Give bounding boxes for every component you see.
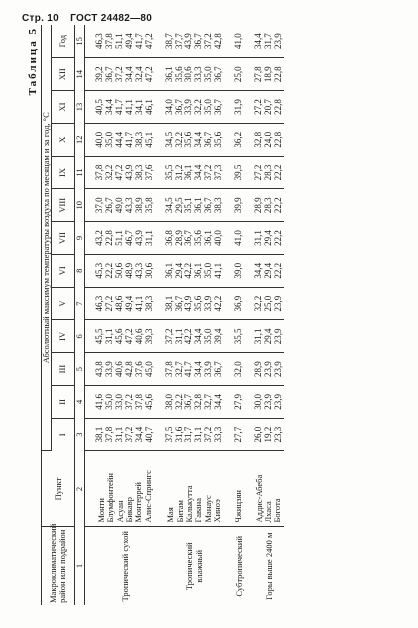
header-point: Пункт bbox=[42, 451, 75, 527]
point-cell: Чжицзян bbox=[234, 451, 244, 527]
value-cell: 27,2 28,3 22,2 bbox=[254, 156, 284, 189]
value-cell: 27,7 bbox=[234, 418, 244, 451]
column-number: 5 bbox=[74, 353, 84, 386]
value-cell: 39,9 bbox=[234, 189, 244, 222]
value-cell: 28,9 28,3 22,2 bbox=[254, 189, 284, 222]
value-cell: 45,5 31,1 45,6 47,2 40,6 39,3 bbox=[95, 320, 154, 353]
value-cell: 36,1 35,6 30,6 33,3 35,0 36,7 bbox=[165, 58, 224, 91]
month-header: VI bbox=[51, 254, 74, 287]
header-region: Макроклиматический район или подрайон bbox=[42, 527, 75, 605]
column-number: 13 bbox=[74, 91, 84, 124]
value-cell: 31,1 29,4 22,2 bbox=[254, 222, 284, 255]
value-cell: 31,9 bbox=[234, 91, 244, 124]
value-cell: 27,8 18,9 22,8 bbox=[254, 58, 284, 91]
point-cell: Монти Блумфонтейн Асуан Бикавр Монтеррей Алис-Спрингс bbox=[95, 451, 154, 527]
value-cell: 36,9 bbox=[234, 287, 244, 320]
value-cell: 38,0 32,2 36,7 32,8 32,7 34,4 bbox=[165, 385, 224, 418]
value-cell: 39,2 36,7 37,2 34,4 32,4 47,2 bbox=[95, 58, 154, 91]
point-cell: Аддис-Абеба Лхаса Богота bbox=[254, 451, 284, 527]
column-number: 6 bbox=[74, 320, 84, 353]
standard-code: ГОСТ 24482—80 bbox=[70, 13, 153, 24]
column-number: 7 bbox=[74, 287, 84, 320]
month-header: Год bbox=[51, 25, 74, 58]
region-cell: Субтропический bbox=[234, 527, 244, 605]
value-cell: 31,1 29,4 23,9 bbox=[254, 320, 284, 353]
month-header: IX bbox=[51, 156, 74, 189]
value-cell: 34,4 31,7 23,9 bbox=[252, 33, 283, 50]
rotated-table-block bbox=[25, 25, 395, 605]
column-number: 9 bbox=[74, 222, 84, 255]
column-number: 11 bbox=[74, 156, 84, 189]
table-row bbox=[95, 25, 154, 605]
table-row bbox=[254, 25, 284, 605]
value-cell: 32,8 24,0 22,8 bbox=[254, 123, 284, 156]
value-cell: 28,9 23,9 23,9 bbox=[254, 353, 284, 386]
value-cell: 32,0 bbox=[234, 353, 244, 386]
month-header: I bbox=[51, 418, 74, 451]
value-cell: 36,1 29,4 42,2 36,1 35,0 41,1 bbox=[165, 254, 224, 287]
temperature-table bbox=[25, 25, 284, 605]
value-cell: 38,1 37,8 31,1 37,2 34,4 40,7 bbox=[95, 418, 154, 451]
page-number: Стр. 10 bbox=[22, 13, 60, 24]
value-cell: 39,0 bbox=[234, 254, 244, 287]
month-header: III bbox=[51, 353, 74, 386]
value-cell: 36,2 bbox=[234, 123, 244, 156]
value-cell: 38,1 36,7 43,9 35,6 33,9 42,2 bbox=[165, 287, 224, 320]
value-cell: 38,7 37,7 43,9 36,7 37,2 42,8 bbox=[163, 33, 224, 50]
table-row bbox=[165, 25, 224, 605]
value-cell: 37,8 32,7 41,7 34,4 33,9 36,7 bbox=[165, 353, 224, 386]
month-header: V bbox=[51, 287, 74, 320]
value-cell: 34,4 29,4 22,2 bbox=[254, 254, 284, 287]
value-cell: 45,3 22,2 50,6 48,9 43,3 30,6 bbox=[95, 254, 154, 287]
column-number: 15 bbox=[74, 25, 84, 58]
value-cell: 35,5 31,2 36,1 34,4 37,2 37,3 bbox=[165, 156, 224, 189]
value-cell: 25,0 bbox=[234, 58, 244, 91]
value-cell: 36,8 28,9 36,7 35,6 36,1 40,0 bbox=[165, 222, 224, 255]
value-cell: 34,5 32,2 35,6 34,4 36,7 35,6 bbox=[165, 123, 224, 156]
month-header: IV bbox=[51, 320, 74, 353]
value-cell: 37,0 26,7 49,0 43,3 38,9 35,8 bbox=[95, 189, 154, 222]
month-header: VIII bbox=[51, 189, 74, 222]
value-cell: 40,0 35,0 44,4 41,7 38,3 45,1 bbox=[95, 123, 154, 156]
value-cell: 37,8 32,2 47,2 43,9 38,3 37,6 bbox=[95, 156, 154, 189]
page-header bbox=[22, 13, 160, 24]
region-cell: Горы выше 2400 м bbox=[254, 527, 284, 605]
column-number: 14 bbox=[74, 58, 84, 91]
point-cell: Мая Битам Калькутта Гавана Манаус Хиноэ bbox=[165, 451, 224, 527]
column-number: 1 bbox=[74, 527, 84, 605]
value-cell: 40,5 34,4 41,7 41,1 34,1 46,1 bbox=[95, 91, 154, 124]
column-number-row bbox=[74, 25, 84, 605]
value-cell: 46,3 37,8 51,1 49,4 41,7 47,2 bbox=[94, 33, 154, 50]
column-number: 3 bbox=[74, 418, 84, 451]
value-cell: 37,2 31,1 42,2 34,4 35,0 39,4 bbox=[165, 320, 224, 353]
value-cell: 35,5 bbox=[234, 320, 244, 353]
value-cell: 46,3 27,2 48,6 49,4 41,1 38,3 bbox=[95, 287, 154, 320]
value-cell: 32,2 25,0 23,9 bbox=[254, 287, 284, 320]
table-row bbox=[234, 25, 244, 605]
value-cell: 41,0 bbox=[233, 33, 243, 50]
month-header: II bbox=[51, 385, 74, 418]
month-header: VII bbox=[51, 222, 74, 255]
table-title: Таблица 5 bbox=[27, 27, 39, 96]
value-cell: 34,0 36,7 33,9 32,2 35,0 36,7 bbox=[165, 91, 224, 124]
value-cell: 26,0 19,2 23,3 bbox=[254, 418, 284, 451]
month-header: XII bbox=[51, 58, 74, 91]
value-cell: 43,8 33,9 40,6 42,8 37,6 45,0 bbox=[95, 353, 154, 386]
value-cell: 39,5 bbox=[234, 156, 244, 189]
column-number: 2 bbox=[74, 451, 84, 527]
month-header: X bbox=[51, 123, 74, 156]
value-cell: 27,2 20,7 22,8 bbox=[254, 91, 284, 124]
value-cell: 37,5 31,6 31,7 31,1 37,2 33,3 bbox=[165, 418, 224, 451]
column-number: 12 bbox=[74, 123, 84, 156]
region-cell: Тропический сухой bbox=[95, 527, 154, 605]
value-cell: 30,0 23,9 23,9 bbox=[254, 385, 284, 418]
header-group: Абсолютный максимум температуры воздуха по месяцам и за год, °С bbox=[42, 25, 52, 451]
value-cell: 41,6 35,0 33,0 37,2 37,8 45,6 bbox=[95, 385, 154, 418]
value-cell: 41,0 bbox=[234, 222, 244, 255]
value-cell: 27,9 bbox=[234, 385, 244, 418]
column-number: 4 bbox=[74, 385, 84, 418]
region-cell: Тропический влажный bbox=[165, 527, 224, 605]
column-number: 10 bbox=[74, 189, 84, 222]
value-cell: 43,2 22,8 51,1 46,7 43,9 31,1 bbox=[95, 222, 154, 255]
month-header: XI bbox=[51, 91, 74, 124]
value-cell: 34,5 29,5 35,1 36,1 36,7 38,3 bbox=[165, 189, 224, 222]
column-number: 8 bbox=[74, 254, 84, 287]
